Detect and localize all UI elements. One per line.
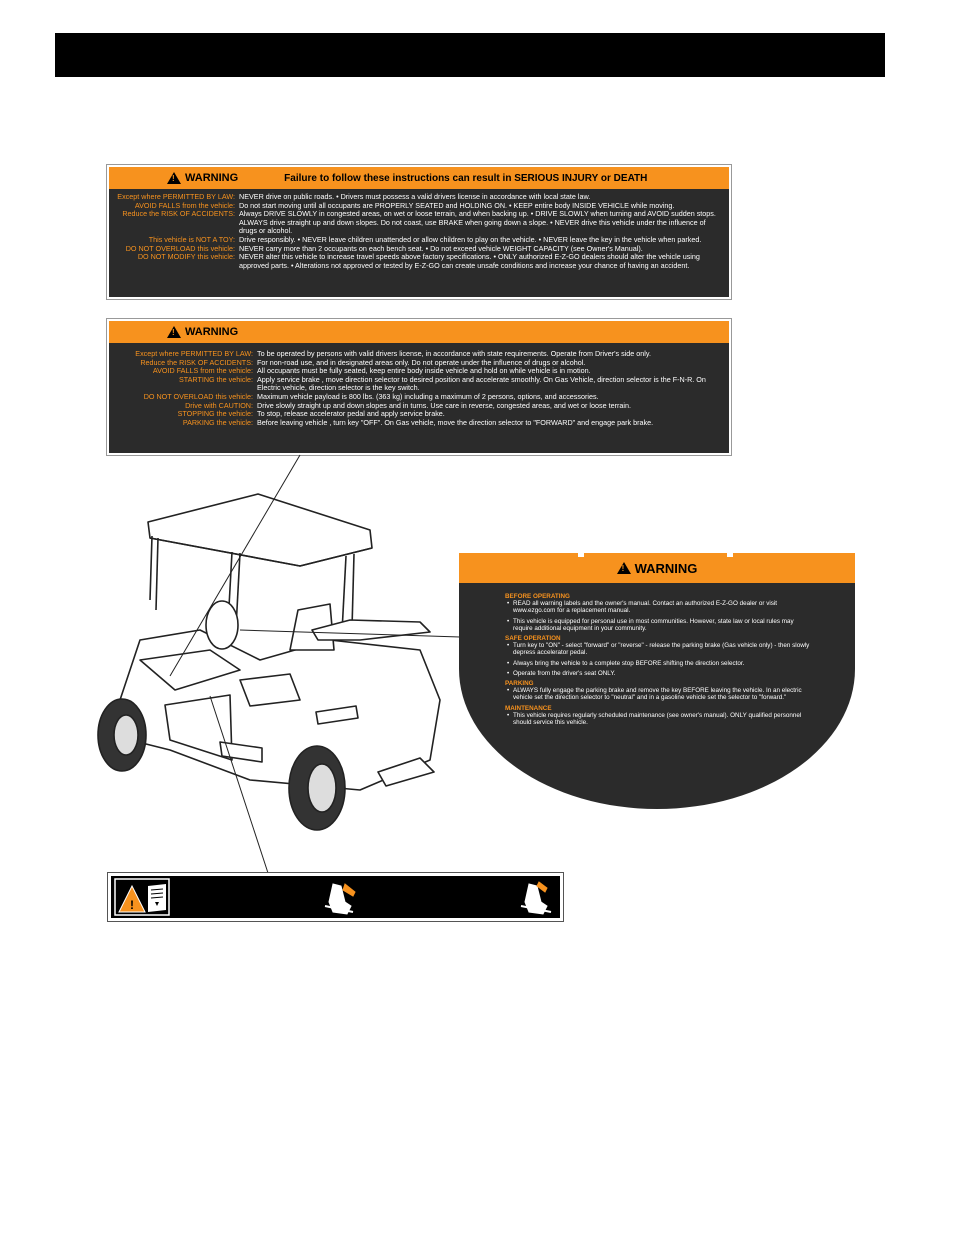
list-item: • Operate from the driver's seat ONLY. [505, 670, 815, 677]
row-text: All occupants must be fully seated, keep entire body inside vehicle and hold on while vehicle is in motion. [257, 366, 591, 376]
round-label-body [459, 583, 855, 726]
row-text: Maximum vehicle payload is 800 lbs. (363 kg) including a maximum of 2 persons, options, and accessories. [257, 391, 599, 401]
section-heading: SAFE OPERATION [505, 635, 561, 643]
row-label: Reduce the RISK OF ACCIDENTS: [140, 357, 253, 367]
label2-title: WARNING [185, 326, 239, 338]
row-label: STARTING the vehicle: [178, 374, 253, 384]
manual-book-icon [148, 884, 166, 912]
label-notch [727, 553, 733, 557]
row-text: Do not start moving until all occupants are PROPERLY SEATED and HOLDING ON. • KEEP entire body INSIDE VEHICLE while moving. [239, 200, 675, 210]
row-label: This vehicle is NOT A TOY: [148, 234, 235, 244]
row-label: Drive with CAUTION: [185, 400, 253, 410]
list-item: • Always bring the vehicle to a complete stop BEFORE shifting the direction selector. [505, 660, 815, 667]
row-label: AVOID FALLS from the vehicle: [134, 200, 235, 210]
label1-title: WARNING [185, 172, 239, 184]
row-text: For non-road use, and in designated areas only. Do not operate under the influence of drugs or alcohol. [257, 357, 586, 367]
row-label: Reduce the RISK OF ACCIDENTS: [122, 209, 235, 219]
row-text: Drive responsibly. • NEVER leave children unattended or allow children to play on the vehicle. • NEVER leave the key in the vehicle when parked. [239, 234, 702, 244]
row-label: Except where PERMITTED BY LAW: [135, 349, 253, 358]
row-label: DO NOT OVERLOAD this vehicle: [125, 243, 235, 253]
section-heading: PARKING [505, 680, 534, 688]
list-item: • Turn key to "ON" - select "forward" or "reverse" - release the parking brake (Gas vehicle only) - then slowly depress accelerator pedal. [505, 642, 815, 656]
pedal-pictograms [111, 876, 560, 918]
row-text: Drive slowly straight up and down slopes and in turns. Use care in reverse, congested areas, and wet or loose terrain. [257, 400, 631, 410]
brake-pedal-icon [325, 884, 355, 914]
section-heading: MAINTENANCE [505, 704, 552, 712]
row-label: Except where PERMITTED BY LAW: [117, 192, 235, 201]
row-text: NEVER carry more than 2 occupants on each bench seat. • Do not exceed vehicle WEIGHT CAPACITY (see Owner's Manual). [239, 243, 643, 253]
list-item: • This vehicle is equipped for personal use in most communities. However, state law or local rules may require additional equipment in your community. [505, 618, 815, 632]
row-text: To be operated by persons with valid drivers license, in accordance with state requirements. Operate from Driver's side only. [257, 349, 651, 358]
row-text: Before leaving vehicle , turn key "OFF". On Gas vehicle, move the direction selector to "FORWARD" and engage park brake. [257, 417, 654, 427]
row-text: Apply service brake , move direction selector to desired position and accelerate smoothly. On Gas Vehicle, direction selector is the F-N-R. On Electric vehicle, direction selector is the key switch. [257, 374, 706, 393]
row-text: NEVER alter this vehicle to increase travel speeds above factory specifications. • ONLY authorized E-Z-GO dealers should alter the vehicle using approved parts. • Alterations not approved or tested by E-Z-GO can create unsafe conditions and increase your chance of having an accident. [239, 252, 700, 270]
row-text: Always DRIVE SLOWLY in congested areas, on wet or loose terrain, and when backing up. • DRIVE SLOWLY when turning and AVOID sudden stops. ALWAYS drive straight up and down slopes. Do not coast, use BRAKE when going down a slope. • NEVER drive this vehicle under the influence of drugs or alcohol. [239, 209, 716, 236]
label-notch [578, 553, 584, 557]
label1-subtitle: Failure to follow these instructions can result in SERIOUS INJURY or DEATH [284, 172, 648, 184]
row-label: AVOID FALLS from the vehicle: [152, 366, 253, 376]
row-text: To stop, release accelerator pedal and apply service brake. [257, 409, 445, 419]
row-label: DO NOT MODIFY this vehicle: [137, 252, 235, 262]
row-text: NEVER drive on public roads. • Drivers must possess a valid drivers license in accordance with local state law. [239, 192, 591, 201]
row-label: PARKING the vehicle: [182, 417, 253, 427]
accelerator-pedal-icon [521, 882, 551, 914]
row-label: DO NOT OVERLOAD this vehicle: [143, 391, 253, 401]
round-label-title: WARNING [634, 560, 698, 576]
pedal-pictogram-label [108, 873, 563, 921]
section-heading: BEFORE OPERATING [505, 593, 570, 600]
list-item: • ALWAYS fully engage the parking brake and remove the key BEFORE leaving the vehicle. In an electric vehicle set the direction selector to "neutral" and in a gasoline vehicle set the selector to "forward." [505, 687, 815, 701]
list-item: • This vehicle requires regularly scheduled maintenance (see owner's manual). ONLY qualified personnel should service this vehicle. [505, 712, 815, 726]
svg-text:!: ! [130, 898, 134, 912]
list-item: • READ all warning labels and the owner's manual. Contact an authorized E-Z-GO dealer or visit www.ezgo.com for a replacement manual. [505, 600, 815, 614]
row-label: STOPPING the vehicle: [177, 409, 253, 419]
warning-triangle-icon [617, 562, 631, 574]
round-label-title-bar [459, 553, 855, 583]
